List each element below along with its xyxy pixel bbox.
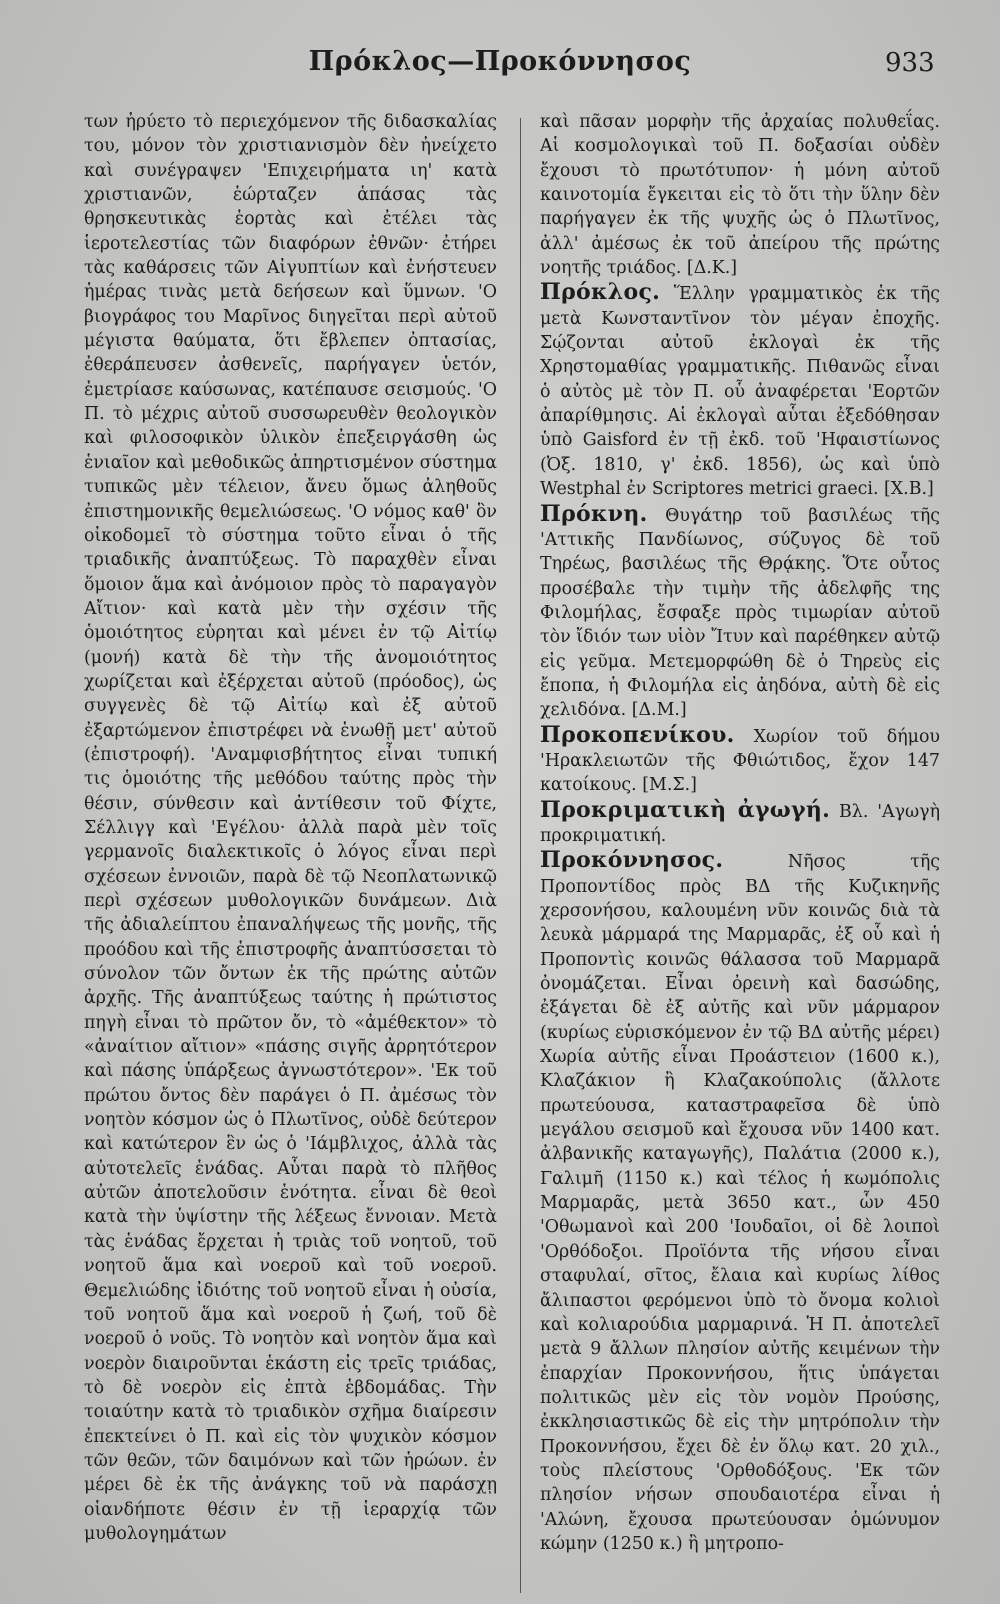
proklos-article-ending: καὶ πᾶσαν μορφὴν τῆς ἀρχαίας πολυθεΐας. Αἱ κοσμολογικαὶ τοῦ Π. δοξασίαι οὐδὲν ἔχουσι τὸ πρωτότυπον· ἡ μόνη αὐτοῦ καινοτομία ἔγκειται εἰς τὸ ὅτι τὴν ὕλην δὲν παρήγαγεν ἐκ τῆς ψυχῆς ὡς ὁ Πλωτῖνος, ἀλλ' ἀμέσως ἐκ τοῦ ἀπείρου τῆς πρώτης νοητῆς τριάδος. [Δ.Κ.] — [540, 112, 940, 279]
entry-headword: Προκόννησος. — [540, 847, 724, 874]
entry-body: Ἕλλην γραμματικὸς ἐκ τῆς μετὰ Κωνσταντῖνον τὸν μέγαν ἐποχῆς. Σῴζονται αὐτοῦ ἐκλογαὶ ἐκ τῆς Χρηστομαθίας γραμματικῆς. Πιθανῶς εἶναι ὁ αὐτὸς μὲ τὸν Π. οὗ ἀναφέρεται 'Εορτῶν ἀπαρίθμησις. Αἱ ἐκλογαὶ αὗται ἐξεδόθησαν ὑπὸ Gaisford ἐν τῇ ἐκδ. τοῦ 'Ηφαιστίωνος (Ὀξ. 1810, γ' ἐκδ. 1856), ὡς καὶ ὑπὸ Westphal ἐν Scriptores metrici graeci. [Χ.Β.] — [540, 284, 941, 500]
entry-prokrimatiki-agogi — [540, 798, 940, 849]
entry-prokonnisos — [540, 848, 940, 1556]
entry-headword: Πρόκνη. — [540, 500, 648, 527]
entry-headword: Προκοπενίκου. — [540, 721, 735, 748]
entry-body: Θυγάτηρ τοῦ βασιλέως τῆς 'Αττικῆς Πανδίωνος, σύζυγος δὲ τοῦ Τηρέως, βασιλέως τῆς Θρᾴκης. Ὅτε οὗτος προσέβαλε τὴν τιμὴν τῆς ἀδελφῆς της Φιλομήλας, ἔσφαξε πρὸς τιμωρίαν αὐτοῦ τὸν ἴδιόν των υἱὸν Ἴτυν καὶ παρέθηκεν αὐτῷ εἰς γεῦμα. Μετεμορφώθη δὲ ὁ Τηρεὺς εἰς ἔποπα, ἡ Φιλομήλα εἰς ἀηδόνα, αὐτὴ δὲ εἰς χελιδόνα. [Δ.Μ.] — [540, 505, 940, 721]
running-header: Πρόκλος—Προκόννησος — [308, 46, 692, 77]
entry-prokopenikou — [540, 723, 940, 798]
page-number: 933 — [885, 48, 935, 78]
entry-headword: Προκριματικὴ ἀγωγή. — [540, 796, 831, 823]
right-column — [540, 110, 940, 1556]
entry-body: Νῆσος τῆς Προποντίδος πρὸς ΒΔ τῆς Κυζικηνῆς χερσονήσου, καλουμένη νῦν κοινῶς διὰ τὰ λευκὰ μάρμαρά της Μαρμαρᾶς, ἐξ οὗ καὶ ἡ Προποντὶς κοινῶς θάλασσα τοῦ Μαρμαρᾶ ὀνομάζεται. Εἶναι ὀρεινὴ καὶ δασώδης, ἐξάγεται δὲ ἐξ αὐτῆς καὶ νῦν μάρμαρον (κυρίως εὑρισκόμενον ἐν τῷ ΒΔ αὐτῆς μέρει) Χωρία αὐτῆς εἶναι Προάστειον (1600 κ.), Κλαζάκιον ἢ Κλαζακούπολις (ἄλλοτε πρωτεύουσα, καταστραφεῖσα δὲ ὑπὸ μεγάλου σεισμοῦ καὶ ἔχουσα νῦν 1400 κατ. ἀλβανικῆς καταγωγῆς), Παλάτια (2000 κ.), Γαλιμῆ (1150 κ.) καὶ τέλος ἡ κωμόπολις Μαρμαρᾶς, μετὰ 3650 κατ., ὧν 450 'Οθωμανοὶ καὶ 200 'Ιουδαῖοι, οἱ δὲ λοιποὶ 'Ορθόδοξοι. Προϊόντα τῆς νήσου εἶναι σταφυλαί, σῖτος, ἔλαια καὶ κυρίως λίθος ἄλιπαστοι φερόμενοι ὑπὸ τὸ ὄνομα κολιοὶ καὶ κολιαρούδια μαρμαρινά. Ἡ Π. ἀποτελεῖ μετὰ 9 ἄλλων πλησίον αὐτῆς κειμένων τὴν ἐπαρχίαν Προκοννήσου, ἥτις ὑπάγεται πολιτικῶς μὲν εἰς τὸν νομὸν Προύσης, ἐκκλησιαστικῶς δὲ εἰς τὴν μητρόπολιν τὴν Προκοννήσου, ἔχει δὲ ἐν ὅλῳ κατ. 20 χιλ., τοὺς πλείστους 'Ορθοδόξους. 'Εκ τῶν πλησίον νήσων σπουδαιοτέρα εἶναι ἡ 'Αλώνη, ἔχουσα πρωτεύουσαν ὁμώνυμον κώμην (1250 κ.) ἢ μητροπο- — [540, 852, 941, 1554]
column-divider — [520, 118, 521, 1593]
proklos-article-continuation: των ἠρύετο τὸ περιεχόμενον τῆς διδασκαλίας του, μόνον τὸν χριστιανισμὸν δὲν ἠνείχετο καὶ συνέγραψεν 'Επιχειρήματα ιη' κατὰ χριστιανῶν, ἑώρταζεν ἁπάσας τὰς θρησκευτικὰς ἑορτὰς καὶ ἐτέλει τὰς ἱεροτελεστίας τῶν διαφόρων ἐθνῶν· ἐτήρει τὰς καθάρσεις τῶν Αἰγυπτίων καὶ ἐνήστευεν ἡμέρας τινὰς μετὰ δεήσεων καὶ ὕμνων. 'Ο βιογράφος του Μαρῖνος διηγεῖται περὶ αὐτοῦ μέγιστα θαύματα, ὅτι ἔβλεπεν ὀπτασίας, ἐθεράπευσεν ἀσθενεῖς, παρήγαγεν ὑετόν, ἐμετρίασε καύσωνας, κατέπαυσε σεισμούς. 'Ο Π. τὸ μέχρις αὐτοῦ συσσωρευθὲν θεολογικὸν καὶ φιλοσοφικὸν ὑλικὸν ἐπεξειργάσθη ὡς ἑνιαῖον καὶ μεθοδικῶς ἀπηρτισμένον σύστημα τυπικῶς μὲν τέλειον, ἄνευ ὅμως ἀληθοῦς ἐπιστημονικῆς θεμελιώσεως. 'Ο νόμος καθ' ὃν οἰκοδομεῖ τὸ σύστημα τοῦτο εἶναι ὁ τῆς τριαδικῆς ἀναπτύξεως. Τὸ παραχθὲν εἶναι ὅμοιον ἅμα καὶ ἀνόμοιον πρὸς τὸ παραγαγὸν Αἴτιον· καὶ κατὰ μὲν τὴν σχέσιν τῆς ὁμοιότητος εὑρηται καὶ μένει ἐν τῷ Αἰτίῳ (μονή) κατὰ δὲ τὴν τῆς ἀνομοιότητος χωρίζεται καὶ ἐξέρχεται αὐτοῦ (πρόοδος), ὡς συγγενὲς δὲ τῷ Αἰτίῳ καὶ ἐξ αὐτοῦ ἐξαρτώμενον ἐπιστρέφει νὰ ἑνωθῇ μετ' αὐτοῦ (ἐπιστροφή). 'Αναμφισβήτητος εἶναι τυπική τις ὁμοιότης τῆς μεθόδου ταύτης πρὸς τὴν θέσιν, σύνθεσιν καὶ ἀντίθεσιν τοῦ Φίχτε, Σέλλιγγ καὶ 'Εγέλου· ἀλλὰ παρὰ μὲν τοῖς γερμανοῖς διαλεκτικοῖς ὁ λόγος εἶναι περὶ σχέσεων ἐννοιῶν, παρὰ δὲ τῷ Νεοπλατωνικῷ περὶ σχέσεων μυθολογικῶν δυνάμεων. Διὰ τῆς ἀδιαλείπτου ἐπαναλήψεως τῆς μονῆς, τῆς προόδου καὶ τῆς ἐπιστροφῆς ἀναπτύσσεται τὸ σύνολον τῶν ὄντων ἐκ τῆς πρώτης αὐτῶν ἀρχῆς. Τῆς ἀναπτύξεως ταύτης ἡ πρώτιστος πηγὴ εἶναι τὸ πρῶτον ὄν, τὸ «ἀμέθεκτον» τὸ «ἀναίτιον αἴτιον» «πάσης σιγῆς ἀρρητότερον καὶ πάσης ὑπάρξεως ἀγνωστότερον». 'Εκ τοῦ πρώτου ὄντος δὲν παράγει ὁ Π. ἀμέσως τὸν νοητὸν κόσμον ὡς ὁ Πλωτῖνος, οὐδὲ δεύτερον καὶ κατώτερον ἓν ὡς ὁ 'Ιάμβλιχος, ἀλλὰ τὰς αὐτοτελεῖς ἑνάδας. Αὗται παρὰ τὸ πλῆθος αὐτῶν ἀποτελοῦσιν ἑνότητα. εἶναι δὲ θεοὶ κατὰ τὴν ὑψίστην τῆς λέξεως ἔννοιαν. Μετὰ τὰς ἑνάδας ἔρχεται ἡ τριὰς τοῦ νοητοῦ, τοῦ νοητοῦ ἅμα καὶ νοεροῦ καὶ τοῦ νοεροῦ. Θεμελιώδης ἰδιότης τοῦ νοητοῦ εἶναι ἡ οὐσία, τοῦ νοητοῦ ἅμα καὶ νοεροῦ ἡ ζωή, τοῦ δὲ νοεροῦ ὁ νοῦς. Τὸ νοητὸν καὶ νοητὸν ἅμα καὶ νοερὸν διαιροῦνται ἑκάστη εἰς τρεῖς τριάδας, τὸ δὲ νοερὸν εἰς ἑπτὰ ἑβδομάδας. Τὴν τοιαύτην κατὰ τὸ τριαδικὸν σχῆμα διαίρεσιν ἐπεκτείνει ὁ Π. καὶ εἰς τὸν ψυχικὸν κόσμον τῶν θεῶν, τῶν δαιμόνων καὶ τῶν ἡρώων. ἐν μέρει δὲ ἐκ τῆς ἀνάγκης τοῦ νὰ παράσχῃ οἱανδήποτε θέσιν ἐν τῇ ἱεραρχίᾳ τῶν μυθολογημάτων — [84, 112, 497, 1544]
entry-body: Χωρίον τοῦ δήμου 'Ηρακλειωτῶν τῆς Φθιώτιδος, ἔχον 147 κατοίκους. [Μ.Σ.] — [540, 726, 940, 796]
entry-proklos-grammarian — [540, 280, 940, 501]
entry-body: Βλ. 'Αγωγὴ προκριματική. — [540, 801, 940, 846]
entry-prokne — [540, 502, 940, 723]
entry-headword: Πρόκλος. — [540, 279, 661, 306]
left-column — [84, 110, 497, 1546]
